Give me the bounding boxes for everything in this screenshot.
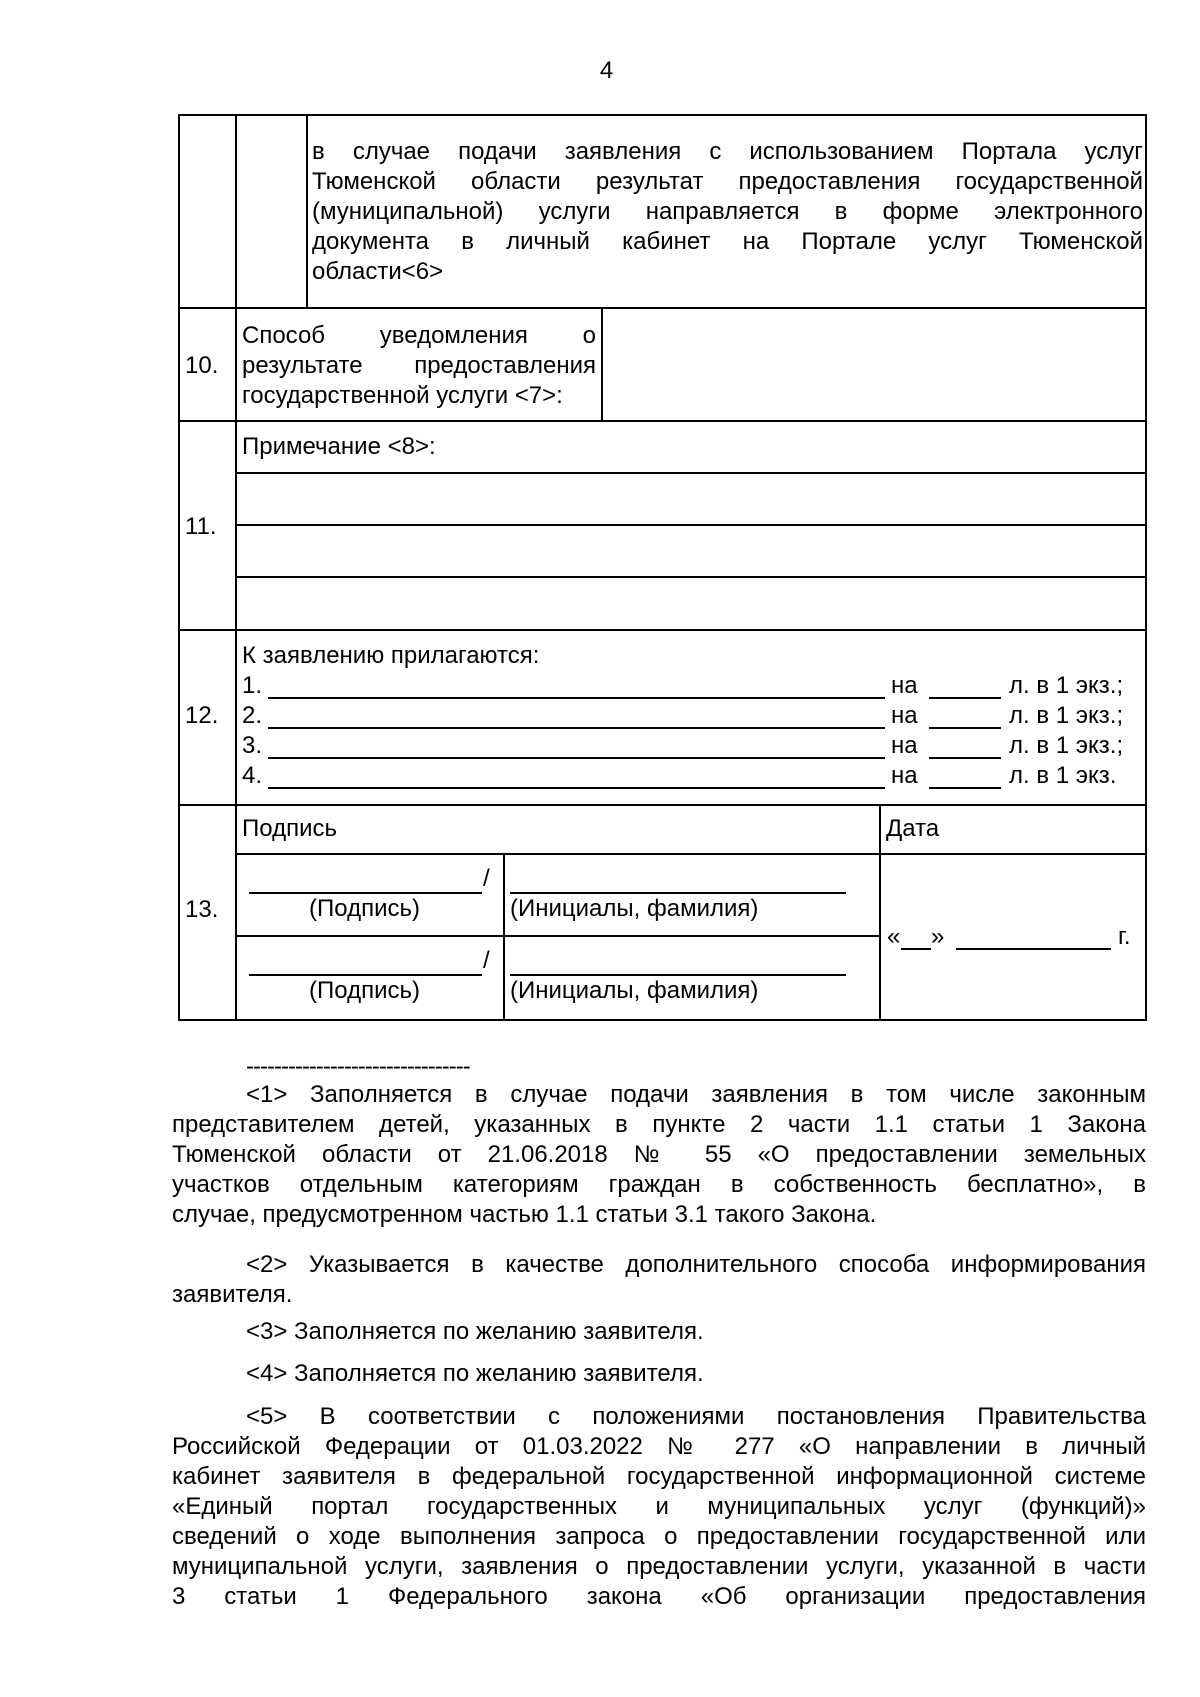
footnote-3: <3> Заполняется по желанию заявителя.	[246, 1318, 704, 1345]
row10-label: Способ уведомления о результате предоставления государственной услуги <7>:	[242, 322, 596, 409]
footnote-2: <2> Указывается в качестве дополнительного способа информирования заявителя.	[172, 1251, 1146, 1308]
signature-caption: (Подпись)	[309, 895, 420, 922]
row10-number: 10.	[185, 352, 219, 379]
date-header: Дата	[886, 815, 940, 842]
attachments-label: К заявлению прилагаются:	[242, 642, 540, 669]
note-label: Примечание <8>:	[242, 433, 436, 460]
signature-caption: (Подпись)	[309, 977, 420, 1004]
footnote-1: <1> Заполняется в случае подачи заявления в том числе законным представителем детей, указанных в пункте 2 части 1.1 статьи 1 Закона Тюменской области от 21.06.2018 № 55 «О предоставлении земельных участков отдельным категориям граждан в собственность бесплатно», в случае, предусмотренном частью 1.1 статьи 3.1 такого Закона.	[172, 1081, 1146, 1228]
row12-number: 12.	[185, 702, 219, 729]
footnote-5: <5> В соответствии с положениями постановления Правительства Российской Федерации от 01.03.2022 № 277 «О направлении в личный кабинет заявителя в федеральной государственной информационной системе «Единый портал государственных и муниципальных услуг (функций)» сведений о ходе выполнения запроса о предоставлении государственной или муниципальной услуги, заявления о предоставлении услуги, указанной в части 3 статьи 1 Федерального закона «Об организации предоставления	[172, 1403, 1146, 1610]
date-month-year-line[interactable]	[956, 948, 1111, 950]
attachment-name-line[interactable]	[268, 727, 885, 729]
notification-method-field[interactable]	[603, 309, 1145, 420]
note-line-3[interactable]	[237, 578, 1145, 629]
attachment-pages-line[interactable]	[929, 757, 1001, 759]
note-line-2[interactable]	[237, 526, 1145, 576]
date-day-line[interactable]	[901, 948, 931, 950]
note-line-1[interactable]	[237, 474, 1145, 524]
attachment-name-line[interactable]	[268, 757, 885, 759]
page-number: 4	[599, 57, 614, 84]
signature-header: Подпись	[242, 815, 337, 842]
name-caption: (Инициалы, фамилия)	[510, 977, 759, 1004]
footnote-separator: --------------------------------	[246, 1053, 470, 1080]
attachment-name-line[interactable]	[268, 697, 885, 699]
attachment-name-line[interactable]	[268, 787, 885, 789]
row11-number: 11.	[185, 513, 217, 540]
attachment-pages-line[interactable]	[929, 787, 1001, 789]
footnote-4: <4> Заполняется по желанию заявителя.	[246, 1360, 704, 1387]
attachment-pages-line[interactable]	[929, 727, 1001, 729]
attachment-pages-line[interactable]	[929, 697, 1001, 699]
row9-text: в случае подачи заявления с использованием Портала услуг Тюменской области результат предоставления государственной (муниципальной) услуги направляется в форме электронного документа в личный кабинет на Портале услуг Тюменской области<6>	[312, 138, 1143, 285]
name-caption: (Инициалы, фамилия)	[510, 895, 759, 922]
row13-number: 13.	[185, 896, 219, 923]
